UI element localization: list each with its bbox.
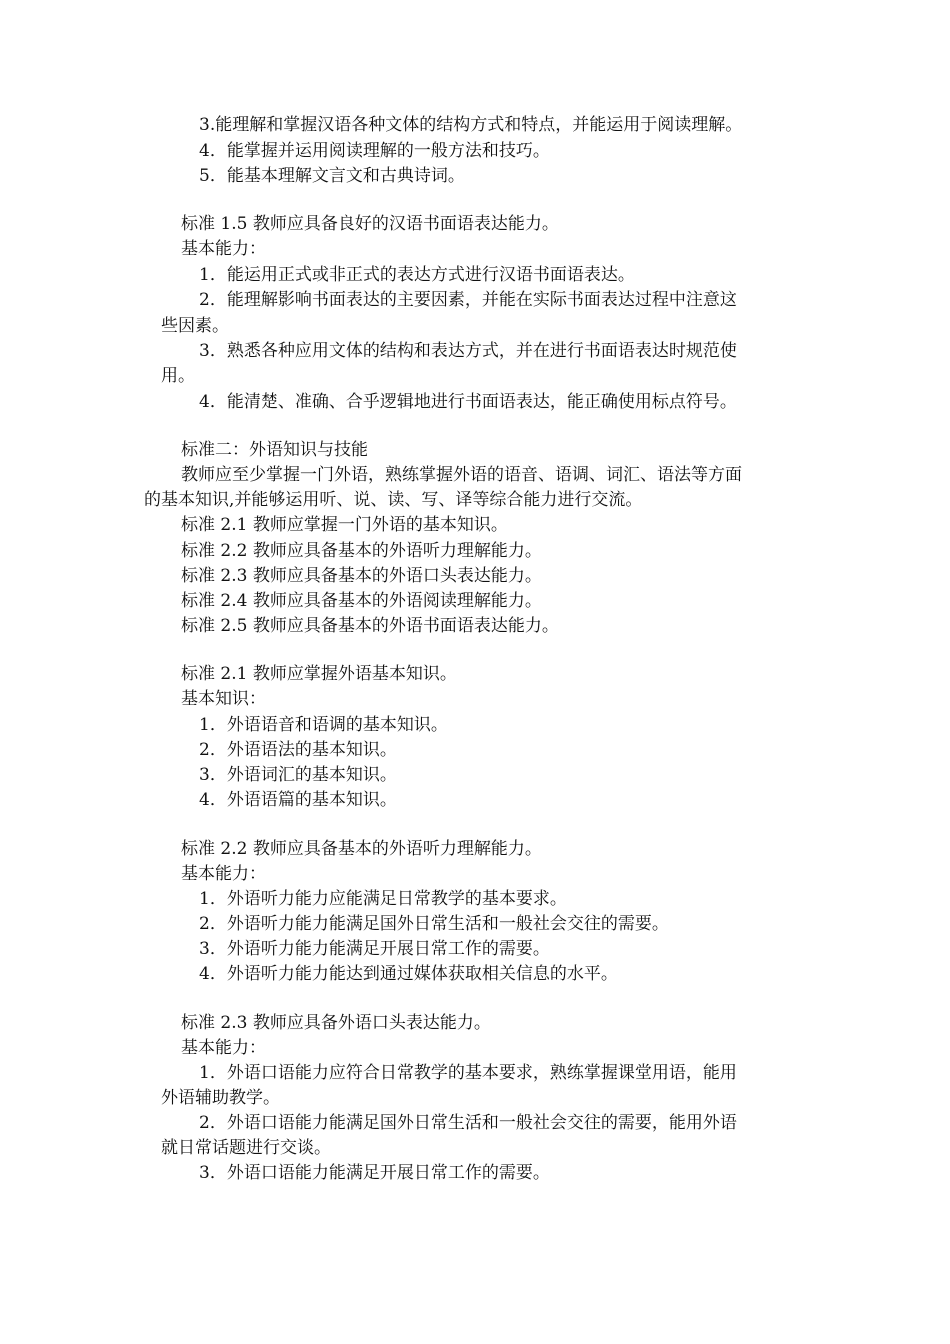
subheading: 基本知识： [181, 689, 266, 709]
list-item-continuation: 外语辅助教学。 [161, 1088, 280, 1108]
list-item: 3．熟悉各种应用文体的结构和表达方式，并在进行书面语表达时规范使 [199, 341, 737, 361]
list-item: 3．外语词汇的基本知识。 [199, 765, 397, 785]
list-item: 3.能理解和掌握汉语各种文体的结构方式和特点，并能运用于阅读理解。 [199, 115, 743, 135]
list-item-continuation: 些因素。 [161, 316, 229, 336]
standard-line: 标准 2.2 教师应具备基本的外语听力理解能力。 [181, 541, 542, 561]
subheading: 基本能力： [181, 239, 266, 259]
standard-line: 标准 2.3 教师应具备基本的外语口头表达能力。 [181, 566, 542, 586]
list-item: 1．外语口语能力应符合日常教学的基本要求，熟练掌握课堂用语，能用 [199, 1063, 737, 1083]
list-item: 3．外语口语能力能满足开展日常工作的需要。 [199, 1163, 550, 1183]
list-item-continuation: 用。 [161, 366, 195, 386]
list-item: 2．外语听力能力能满足国外日常生活和一般社会交往的需要。 [199, 914, 669, 934]
list-item: 2．能理解影响书面表达的主要因素，并能在实际书面表达过程中注意这 [199, 290, 737, 310]
subheading: 基本能力： [181, 1038, 266, 1058]
section-heading: 标准 2.3 教师应具备外语口头表达能力。 [181, 1013, 491, 1033]
paragraph: 教师应至少掌握一门外语，熟练掌握外语的语音、语调、词汇、语法等方面 [181, 465, 742, 485]
paragraph-continuation: 的基本知识,并能够运用听、说、读、写、译等综合能力进行交流。 [144, 490, 643, 510]
standard-line: 标准 2.4 教师应具备基本的外语阅读理解能力。 [181, 591, 542, 611]
list-item: 3．外语听力能力能满足开展日常工作的需要。 [199, 939, 550, 959]
section-heading: 标准 2.1 教师应掌握外语基本知识。 [181, 664, 457, 684]
list-item: 4．外语语篇的基本知识。 [199, 790, 397, 810]
list-item-continuation: 就日常话题进行交谈。 [161, 1138, 331, 1158]
section-heading: 标准 2.2 教师应具备基本的外语听力理解能力。 [181, 839, 542, 859]
list-item: 4．外语听力能力能达到通过媒体获取相关信息的水平。 [199, 964, 618, 984]
list-item: 4．能掌握并运用阅读理解的一般方法和技巧。 [199, 141, 550, 161]
subheading: 基本能力： [181, 864, 266, 884]
standard-line: 标准 2.5 教师应具备基本的外语书面语表达能力。 [181, 616, 559, 636]
list-item: 1．外语语音和语调的基本知识。 [199, 715, 448, 735]
list-item: 5．能基本理解文言文和古典诗词。 [199, 166, 465, 186]
list-item: 2．外语语法的基本知识。 [199, 740, 397, 760]
section-heading: 标准 1.5 教师应具备良好的汉语书面语表达能力。 [181, 214, 559, 234]
standard-line: 标准 2.1 教师应掌握一门外语的基本知识。 [181, 515, 508, 535]
section-heading: 标准二：外语知识与技能 [181, 440, 368, 460]
list-item: 1．外语听力能力应能满足日常教学的基本要求。 [199, 889, 567, 909]
list-item: 1．能运用正式或非正式的表达方式进行汉语书面语表达。 [199, 265, 635, 285]
list-item: 4．能清楚、准确、合乎逻辑地进行书面语表达，能正确使用标点符号。 [199, 392, 737, 412]
list-item: 2．外语口语能力能满足国外日常生活和一般社会交往的需要，能用外语 [199, 1113, 737, 1133]
